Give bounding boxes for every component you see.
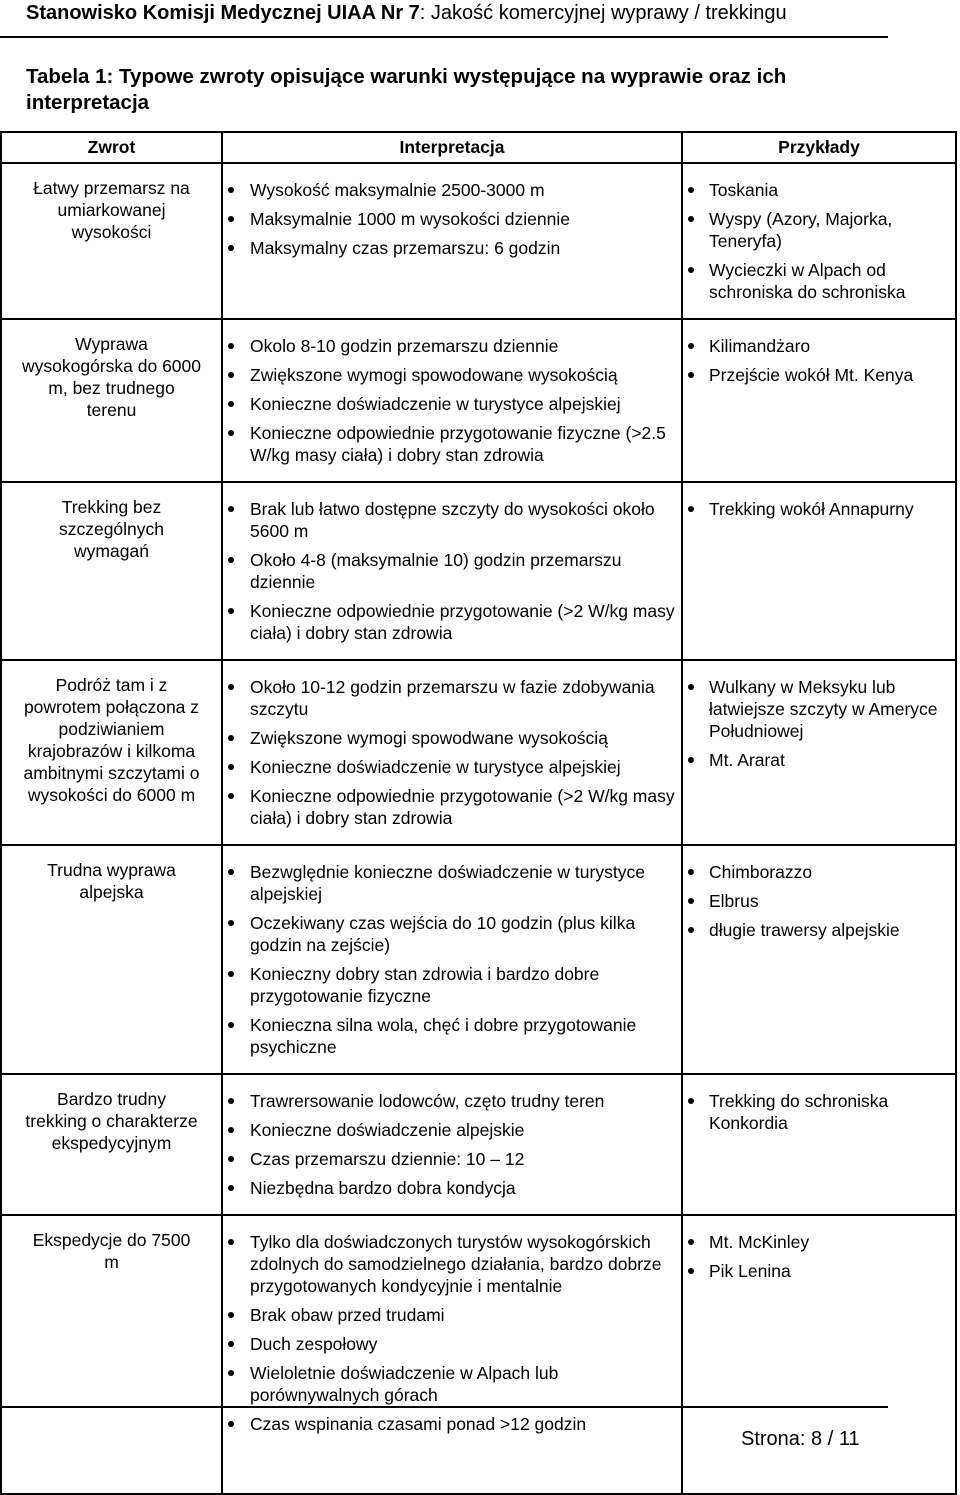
table-row (1, 319, 956, 482)
table-row (1, 1074, 956, 1215)
col-header-przyklady: Przykłady (682, 132, 956, 163)
interpretacja-list (223, 676, 675, 829)
przyklady-list (683, 1090, 951, 1134)
zwrot-cell: Trudna wyprawa alpejska (1, 845, 222, 1074)
interpretacja-item: Zwiększone wymogi spowodowane wysokością (223, 364, 675, 386)
interpretacja-cell (222, 319, 682, 482)
interpretacja-item: Oczekiwany czas wejścia do 10 godzin (plus kilka godzin na zejście) (223, 912, 675, 956)
przyklady-list (683, 179, 951, 303)
interpretacja-item: Bezwględnie konieczne doświadczenie w turystyce alpejskiej (223, 861, 675, 905)
col-header-zwrot: Zwrot (1, 132, 222, 163)
przyklady-item: Mt. Ararat (683, 749, 951, 771)
interpretacja-cell (222, 1074, 682, 1215)
przyklady-cell (682, 1074, 956, 1215)
przyklady-item: Wycieczki w Alpach od schroniska do schroniska (683, 259, 951, 303)
header-bold: Stanowisko Komisji Medycznej UIAA Nr 7 (26, 2, 420, 24)
zwrot-cell: Ekspedycje do 7500 m (1, 1215, 222, 1494)
zwrot-cell: Łatwy przemarsz na umiarkowanej wysokości (1, 163, 222, 319)
interpretacja-item: Około 10-12 godzin przemarszu w fazie zdobywania szczytu (223, 676, 675, 720)
interpretacja-item: Duch zespołowy (223, 1333, 675, 1355)
interpretacja-item: Okolo 8-10 godzin przemarszu dziennie (223, 335, 675, 357)
interpretacja-item: Konieczne doświadczenie w turystyce alpejskiej (223, 756, 675, 778)
przyklady-item: Elbrus (683, 890, 951, 912)
interpretacja-item: Około 4-8 (maksymalnie 10) godzin przemarszu dziennie (223, 549, 675, 593)
przyklady-item: Pik Lenina (683, 1260, 951, 1282)
interpretacja-item: Brak obaw przed trudami (223, 1304, 675, 1326)
interpretacja-item: Czas przemarszu dziennie: 10 – 12 (223, 1148, 675, 1170)
interpretacja-item: Maksymalny czas przemarszu: 6 godzin (223, 237, 675, 259)
table-row (1, 163, 956, 319)
przyklady-item: Toskania (683, 179, 951, 201)
przyklady-cell (682, 1215, 956, 1494)
interpretacja-cell (222, 163, 682, 319)
przyklady-item: Wulkany w Meksyku lub łatwiejsze szczyty w Ameryce Południowej (683, 676, 951, 742)
przyklady-cell (682, 163, 956, 319)
interpretacja-item: Tylko dla doświadczonych turystów wysokogórskich zdolnych do samodzielnego działania, bardzo dobrze przygotowanych kondycyjnie i mentalnie (223, 1231, 675, 1297)
przyklady-list (683, 335, 951, 386)
interpretacja-item: Konieczne doświadczenie w turystyce alpejskiej (223, 393, 675, 415)
interpretacja-item: Konieczne odpowiednie przygotowanie (>2 W/kg masy ciała) i dobry stan zdrowia (223, 785, 675, 829)
przyklady-list (683, 861, 951, 941)
przyklady-item: długie trawersy alpejskie (683, 919, 951, 941)
przyklady-cell (682, 660, 956, 845)
interpretacja-item: Maksymalnie 1000 m wysokości dziennie (223, 208, 675, 230)
zwrot-cell: Trekking bez szczególnych wymagań (1, 482, 222, 660)
interpretacja-item: Konieczny dobry stan zdrowia i bardzo dobre przygotowanie fizyczne (223, 963, 675, 1007)
zwrot-cell: Podróż tam i z powrotem połączona z podziwianiem krajobrazów i kilkoma ambitnymi szczytami o wysokości do 6000 m (1, 660, 222, 845)
interpretacja-item: Konieczne odpowiednie przygotowanie (>2 W/kg masy ciała) i dobry stan zdrowia (223, 600, 675, 644)
przyklady-item: Kilimandżaro (683, 335, 951, 357)
przyklady-list (683, 1231, 951, 1282)
interpretacja-list (223, 1231, 675, 1435)
przyklady-item: Przejście wokół Mt. Kenya (683, 364, 951, 386)
interpretacja-cell (222, 1215, 682, 1494)
table-header-row (1, 132, 956, 163)
interpretacja-item: Konieczne odpowiednie przygotowanie fizyczne (>2.5 W/kg masy ciała) i dobry stan zdrowia (223, 422, 675, 466)
header-rule (0, 36, 888, 38)
table-caption: Tabela 1: Typowe zwroty opisujące warunki występujące na wyprawie oraz ich interpretacja (26, 65, 787, 114)
przyklady-item: Mt. McKinley (683, 1231, 951, 1253)
interpretacja-cell (222, 660, 682, 845)
interpretacja-list (223, 1090, 675, 1199)
page-number: Strona: 8 / 11 (741, 1428, 860, 1450)
zwrot-cell: Bardzo trudny trekking o charakterze ekspedycyjnym (1, 1074, 222, 1215)
table-row (1, 1215, 956, 1494)
przyklady-cell (682, 845, 956, 1074)
przyklady-cell (682, 482, 956, 660)
interpretacja-item: Konieczne doświadczenie alpejskie (223, 1119, 675, 1141)
przyklady-cell (682, 319, 956, 482)
table-row (1, 845, 956, 1074)
footer-rule (0, 1406, 888, 1408)
zwrot-cell: Wyprawa wysokogórska do 6000 m, bez trudnego terenu (1, 319, 222, 482)
interpretacja-item: Wieloletnie doświadczenie w Alpach lub porównywalnych górach (223, 1362, 675, 1406)
table-row (1, 660, 956, 845)
interpretacja-list (223, 498, 675, 644)
header-rest: : Jakość komercyjnej wyprawy / trekkingu (419, 2, 787, 24)
przyklady-list (683, 676, 951, 771)
interpretacja-list (223, 179, 675, 259)
interpretacja-item: Czas wspinania czasami ponad >12 godzin (223, 1413, 675, 1435)
przyklady-item: Trekking do schroniska Konkordia (683, 1090, 951, 1134)
przyklady-item: Trekking wokół Annapurny (683, 498, 951, 520)
running-header (26, 2, 787, 25)
interpretacja-item: Niezbędna bardzo dobra kondycja (223, 1177, 675, 1199)
phrases-table (0, 131, 957, 1495)
table-row (1, 482, 956, 660)
przyklady-list (683, 498, 951, 520)
interpretacja-item: Trawrersowanie lodowców, częto trudny teren (223, 1090, 675, 1112)
przyklady-item: Chimborazzo (683, 861, 951, 883)
interpretacja-item: Wysokość maksymalnie 2500-3000 m (223, 179, 675, 201)
interpretacja-cell (222, 845, 682, 1074)
interpretacja-item: Zwiększone wymogi spowodwane wysokością (223, 727, 675, 749)
przyklady-item: Wyspy (Azory, Majorka, Teneryfa) (683, 208, 951, 252)
interpretacja-cell (222, 482, 682, 660)
col-header-interpretacja: Interpretacja (222, 132, 682, 163)
interpretacja-list (223, 861, 675, 1058)
interpretacja-item: Konieczna silna wola, chęć i dobre przygotowanie psychiczne (223, 1014, 675, 1058)
interpretacja-item: Brak lub łatwo dostępne szczyty do wysokości około 5600 m (223, 498, 675, 542)
interpretacja-list (223, 335, 675, 466)
